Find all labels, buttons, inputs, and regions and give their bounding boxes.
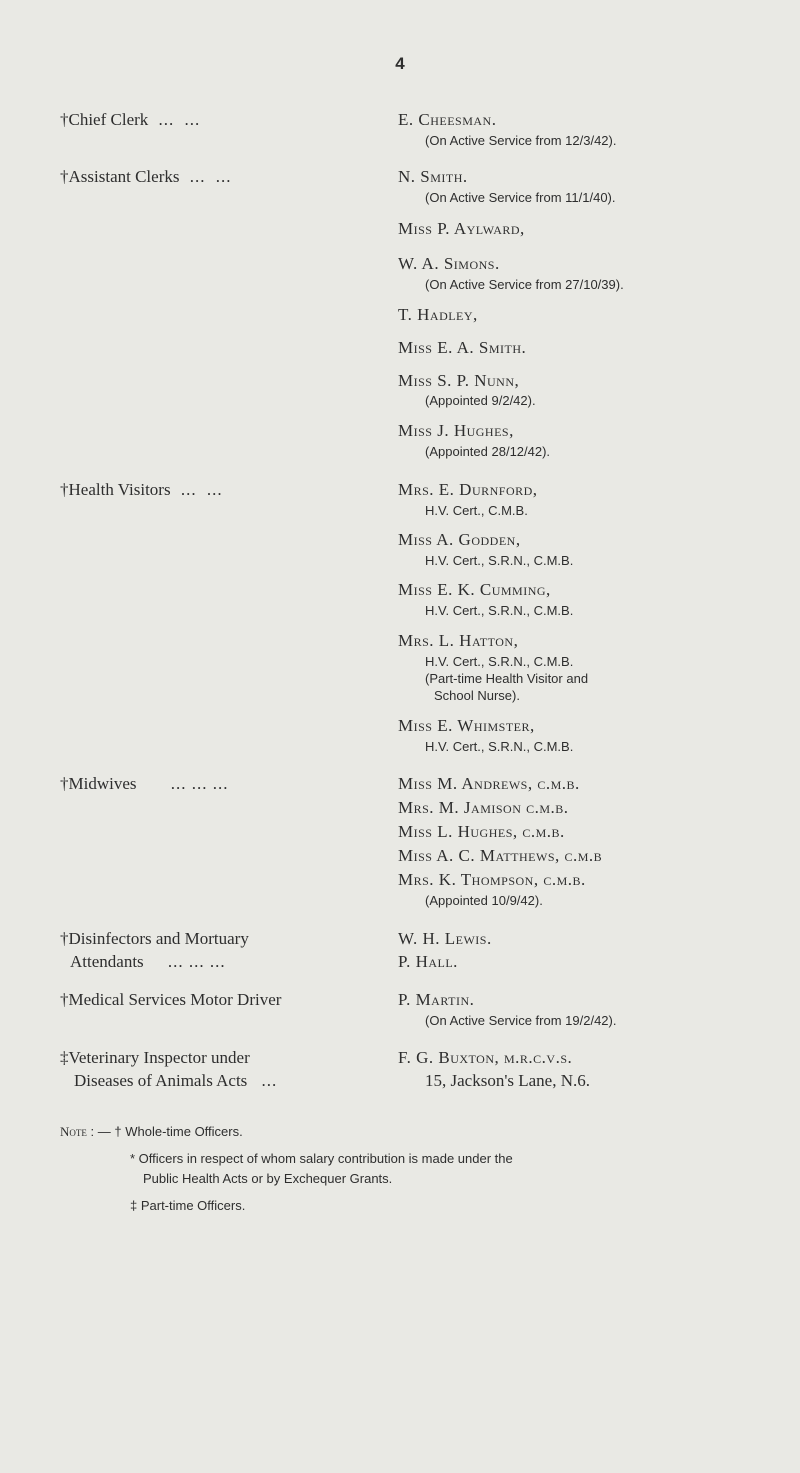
person-detail: (Part-time Health Visitor and <box>425 671 589 686</box>
note-part-time: ‡ Part-time Officers. <box>130 1198 246 1213</box>
note-salary-line1: * Officers in respect of whom salary contribution is made under the <box>130 1151 513 1166</box>
role-label: †Disinfectors and Mortuary <box>60 929 249 948</box>
role-label: †Health Visitors <box>60 480 171 499</box>
leader-dots: ... <box>206 480 223 499</box>
person-detail: H.V. Cert., S.R.N., C.M.B. <box>425 739 574 754</box>
person-detail: (On Active Service from 19/2/42). <box>425 1013 617 1028</box>
note-label: Note <box>60 1124 87 1139</box>
role-midwives <box>60 774 229 794</box>
leader-dots: ... <box>158 110 175 129</box>
note-whole-time: † Whole-time Officers. <box>114 1124 243 1139</box>
person-name: P. Hall. <box>398 952 458 971</box>
person-detail: H.V. Cert., S.R.N., C.M.B. <box>425 603 574 618</box>
role-label: †Assistant Clerks <box>60 167 180 186</box>
person-detail: (Appointed 10/9/42). <box>425 893 543 908</box>
person-detail: (Appointed 28/12/42). <box>425 444 551 459</box>
person-detail: (On Active Service from 27/10/39). <box>425 277 624 292</box>
person-name: F. G. Buxton, m.r.c.v.s. <box>398 1048 573 1067</box>
person-detail: School Nurse). <box>434 688 520 703</box>
role-veterinary <box>60 1048 250 1068</box>
role-label: †Midwives <box>60 774 137 793</box>
role-health-visitors <box>60 480 223 500</box>
role-disinfectors <box>60 929 249 949</box>
person-detail: (On Active Service from 11/1/40). <box>425 190 616 205</box>
person-name: Miss P. Aylward, <box>398 219 525 238</box>
role-label: †Chief Clerk <box>60 110 149 129</box>
person-name: Miss A. Godden, <box>398 530 521 549</box>
leader-dots: ... <box>215 167 232 186</box>
person-name: Mrs. K. Thompson, c.m.b. <box>398 870 586 889</box>
role-veterinary-line2 <box>74 1071 277 1091</box>
role-label: †Medical Services Motor Driver <box>60 990 282 1009</box>
page-number: 4 <box>395 54 405 73</box>
leader-dots: ... <box>184 110 201 129</box>
role-chief-clerk <box>60 110 200 130</box>
person-detail: (On Active Service from 12/3/42). <box>425 133 617 148</box>
person-name: E. Cheesman. <box>398 110 497 129</box>
person-address: 15, Jackson's Lane, N.6. <box>425 1071 591 1090</box>
person-name: P. Martin. <box>398 990 475 1009</box>
person-name: Mrs. M. Jamison c.m.b. <box>398 798 569 817</box>
person-detail: H.V. Cert., S.R.N., C.M.B. <box>425 553 574 568</box>
leader-dots: ... <box>189 167 206 186</box>
person-name: Miss M. Andrews, c.m.b. <box>398 774 580 793</box>
person-detail: (Appointed 9/2/42). <box>425 393 536 408</box>
person-name: W. H. Lewis. <box>398 929 492 948</box>
role-label: Diseases of Animals Acts <box>74 1071 248 1090</box>
note-salary-line2: Public Health Acts or by Exchequer Grants. <box>143 1171 393 1186</box>
role-label: ‡Veterinary Inspector under <box>60 1048 250 1067</box>
person-name: Miss S. P. Nunn, <box>398 371 520 390</box>
leader-dots: ... <box>261 1071 278 1090</box>
person-name: W. A. Simons. <box>398 254 500 273</box>
person-name: Mrs. L. Hatton, <box>398 631 519 650</box>
person-name: Miss E. Whimster, <box>398 716 535 735</box>
leader-dots: ... ... ... <box>170 774 229 793</box>
person-name: N. Smith. <box>398 167 468 186</box>
person-detail: H.V. Cert., S.R.N., C.M.B. <box>425 654 574 669</box>
person-name: Miss E. K. Cumming, <box>398 580 551 599</box>
leader-dots: ... <box>180 480 197 499</box>
note-separator: : — <box>90 1124 111 1139</box>
person-detail: H.V. Cert., C.M.B. <box>425 503 528 518</box>
note-line <box>60 1124 243 1140</box>
person-name: Mrs. E. Durnford, <box>398 480 538 499</box>
person-name: Miss J. Hughes, <box>398 421 514 440</box>
leader-dots: ... ... ... <box>167 952 226 971</box>
role-label: Attendants <box>70 952 144 971</box>
person-name: Miss L. Hughes, c.m.b. <box>398 822 565 841</box>
person-name: Miss E. A. Smith. <box>398 338 527 357</box>
role-disinfectors-line2 <box>70 952 226 972</box>
person-name: T. Hadley, <box>398 305 478 324</box>
role-assistant-clerks <box>60 167 231 187</box>
person-name: Miss A. C. Matthews, c.m.b <box>398 846 603 865</box>
role-motor-driver <box>60 990 281 1010</box>
